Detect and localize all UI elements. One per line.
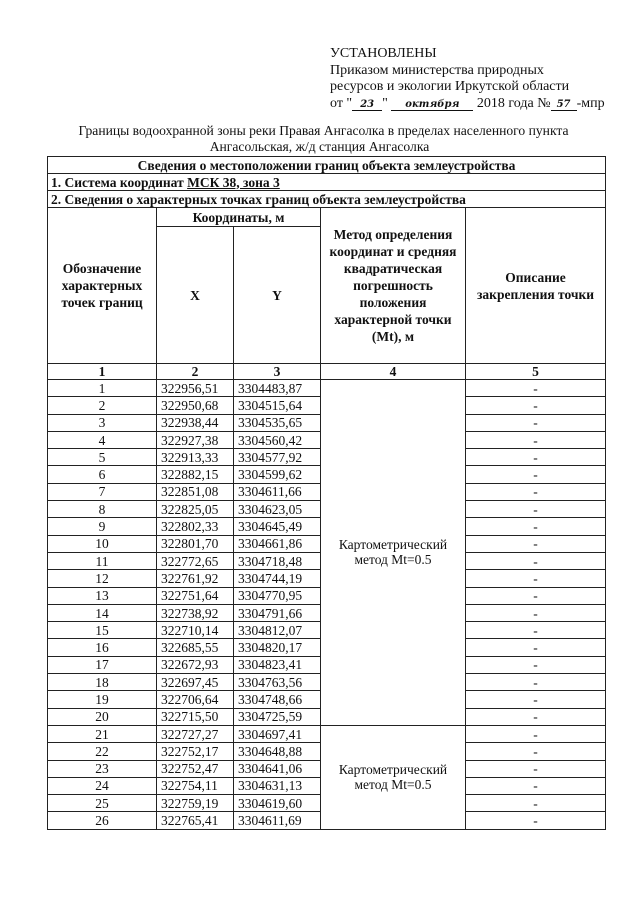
point-number: 23 [48, 760, 157, 777]
point-number: 1 [48, 380, 157, 397]
point-x: 322950,68 [157, 397, 234, 414]
point-x: 322851,08 [157, 483, 234, 500]
point-number: 24 [48, 777, 157, 794]
header-point-designation: Обозначение характерных точек границ [48, 208, 157, 364]
point-y: 3304820,17 [234, 639, 321, 656]
fixing-description: - [466, 725, 606, 742]
points-section-title: 2. Сведения о характерных точках границ объекта землеустройства [48, 191, 606, 208]
point-x: 322685,55 [157, 639, 234, 656]
point-x: 322759,19 [157, 795, 234, 812]
header-x: X [157, 227, 234, 364]
point-y: 3304535,65 [234, 414, 321, 431]
point-x: 322927,38 [157, 431, 234, 448]
point-number: 26 [48, 812, 157, 829]
point-y: 3304770,95 [234, 587, 321, 604]
method-cell: Картометрический метод Mt=0.5 [321, 725, 466, 829]
order-suffix: -мпр [576, 95, 605, 111]
point-y: 3304812,07 [234, 622, 321, 639]
point-number: 17 [48, 656, 157, 673]
fixing-description: - [466, 708, 606, 725]
point-y: 3304763,56 [234, 674, 321, 691]
point-x: 322956,51 [157, 380, 234, 397]
fixing-description: - [466, 483, 606, 500]
point-number: 20 [48, 708, 157, 725]
fixing-description: - [466, 380, 606, 397]
fixing-description: - [466, 570, 606, 587]
point-number: 18 [48, 674, 157, 691]
point-x: 322825,05 [157, 501, 234, 518]
point-y: 3304718,48 [234, 552, 321, 569]
point-number: 22 [48, 743, 157, 760]
point-number: 4 [48, 431, 157, 448]
point-y: 3304631,13 [234, 777, 321, 794]
handwritten-day: 23 [352, 99, 382, 111]
point-y: 3304641,06 [234, 760, 321, 777]
table-row [48, 380, 606, 397]
point-y: 3304611,66 [234, 483, 321, 500]
section-title: Сведения о местоположении границ объекта землеустройства [48, 157, 606, 174]
fixing-description: - [466, 414, 606, 431]
point-number: 5 [48, 449, 157, 466]
point-x: 322938,44 [157, 414, 234, 431]
approval-title: УСТАНОВЛЕНЫ [330, 46, 437, 61]
point-y: 3304611,69 [234, 812, 321, 829]
point-y: 3304560,42 [234, 431, 321, 448]
point-x: 322761,92 [157, 570, 234, 587]
point-y: 3304791,66 [234, 604, 321, 621]
fixing-description: - [466, 656, 606, 673]
point-number: 3 [48, 414, 157, 431]
point-y: 3304725,59 [234, 708, 321, 725]
column-number: 1 [48, 364, 157, 380]
point-y: 3304483,87 [234, 380, 321, 397]
point-x: 322710,14 [157, 622, 234, 639]
coordinate-system-value: МСК 38, зона 3 [187, 174, 280, 190]
column-number: 4 [321, 364, 466, 380]
point-number: 14 [48, 604, 157, 621]
approval-ministry-line: ресурсов и экологии Иркутской области [330, 79, 570, 94]
point-x: 322882,15 [157, 466, 234, 483]
point-y: 3304623,05 [234, 501, 321, 518]
point-x: 322751,64 [157, 587, 234, 604]
header-coordinates: Координаты, м [157, 208, 321, 227]
year-text: 2018 года № [476, 95, 551, 111]
point-x: 322738,92 [157, 604, 234, 621]
point-x: 322913,33 [157, 449, 234, 466]
header-y: Y [234, 227, 321, 364]
point-x: 322801,70 [157, 535, 234, 552]
fixing-description: - [466, 743, 606, 760]
header-fixing: Описание закрепления точки [466, 208, 606, 364]
fixing-description: - [466, 760, 606, 777]
fixing-description: - [466, 639, 606, 656]
point-number: 15 [48, 622, 157, 639]
fixing-description: - [466, 397, 606, 414]
fixing-description: - [466, 587, 606, 604]
fixing-description: - [466, 795, 606, 812]
point-x: 322715,50 [157, 708, 234, 725]
approval-date-line [330, 96, 605, 113]
document-title-line2: Ангасольская, ж/д станция Ангасолка [209, 139, 430, 154]
point-number: 25 [48, 795, 157, 812]
point-y: 3304599,62 [234, 466, 321, 483]
fixing-description: - [466, 812, 606, 829]
date-prefix: от " [330, 95, 353, 111]
method-cell: Картометрический метод Mt=0.5 [321, 380, 466, 726]
fixing-description: - [466, 691, 606, 708]
point-y: 3304577,92 [234, 449, 321, 466]
point-y: 3304515,64 [234, 397, 321, 414]
fixing-description: - [466, 622, 606, 639]
fixing-description: - [466, 501, 606, 518]
table-row [48, 725, 606, 742]
point-x: 322672,93 [157, 656, 234, 673]
date-quote: " [382, 95, 388, 111]
point-x: 322765,41 [157, 812, 234, 829]
point-number: 21 [48, 725, 157, 742]
point-x: 322706,64 [157, 691, 234, 708]
document-title [0, 123, 639, 155]
point-number: 6 [48, 466, 157, 483]
point-y: 3304648,88 [234, 743, 321, 760]
approval-block [330, 46, 605, 112]
column-number: 2 [157, 364, 234, 380]
fixing-description: - [466, 535, 606, 552]
point-y: 3304697,41 [234, 725, 321, 742]
fixing-description: - [466, 431, 606, 448]
point-number: 8 [48, 501, 157, 518]
point-y: 3304619,60 [234, 795, 321, 812]
handwritten-month: октября [391, 99, 473, 111]
point-number: 9 [48, 518, 157, 535]
point-number: 12 [48, 570, 157, 587]
coordinate-system [48, 174, 606, 191]
boundary-points-table [47, 156, 606, 830]
point-number: 7 [48, 483, 157, 500]
point-number: 2 [48, 397, 157, 414]
point-number: 19 [48, 691, 157, 708]
fixing-description: - [466, 466, 606, 483]
point-y: 3304744,19 [234, 570, 321, 587]
approval-order-line: Приказом министерства природных [330, 62, 544, 78]
fixing-description: - [466, 604, 606, 621]
point-y: 3304661,86 [234, 535, 321, 552]
point-x: 322752,47 [157, 760, 234, 777]
column-number: 3 [234, 364, 321, 380]
point-y: 3304748,66 [234, 691, 321, 708]
point-x: 322802,33 [157, 518, 234, 535]
fixing-description: - [466, 674, 606, 691]
point-number: 13 [48, 587, 157, 604]
point-x: 322754,11 [157, 777, 234, 794]
handwritten-number: 57 [551, 99, 577, 111]
fixing-description: - [466, 777, 606, 794]
point-number: 11 [48, 552, 157, 569]
document-title-line1: Границы водоохранной зоны реки Правая Ангасолка в пределах населенного пункта [78, 123, 569, 138]
point-x: 322772,65 [157, 552, 234, 569]
point-y: 3304645,49 [234, 518, 321, 535]
fixing-description: - [466, 449, 606, 466]
point-x: 322697,45 [157, 674, 234, 691]
header-method: Метод определения координат и средняя квадратическая погрешность положения характерной точки (Mt), м [321, 208, 466, 364]
point-number: 16 [48, 639, 157, 656]
coordinate-system-label: 1. Система координат [51, 174, 188, 190]
point-number: 10 [48, 535, 157, 552]
column-number: 5 [466, 364, 606, 380]
point-y: 3304823,41 [234, 656, 321, 673]
point-x: 322727,27 [157, 725, 234, 742]
fixing-description: - [466, 518, 606, 535]
point-x: 322752,17 [157, 743, 234, 760]
fixing-description: - [466, 552, 606, 569]
